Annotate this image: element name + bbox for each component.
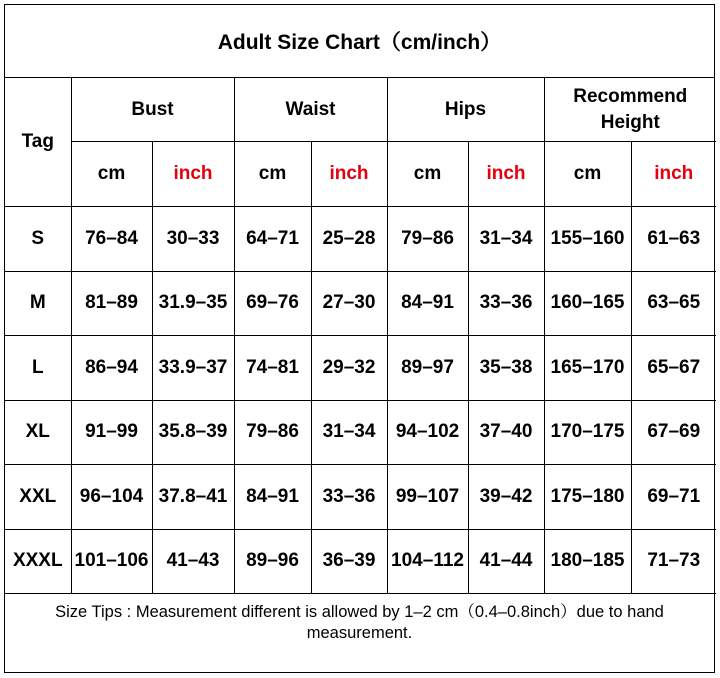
size-tag: L: [5, 336, 71, 401]
table-cell: 81–89: [71, 271, 152, 336]
group-header-hips: Hips: [387, 78, 544, 142]
unit-header-inch: inch: [631, 142, 716, 207]
table-cell: 41–44: [468, 529, 544, 594]
size-tag: XL: [5, 400, 71, 465]
tag-header: Tag: [5, 78, 71, 207]
table-cell: 84–91: [234, 465, 311, 530]
table-cell: 37–40: [468, 400, 544, 465]
table-cell: 104–112: [387, 529, 468, 594]
size-tag: XXXL: [5, 529, 71, 594]
table-cell: 71–73: [631, 529, 716, 594]
table-cell: 99–107: [387, 465, 468, 530]
table-cell: 30–33: [152, 207, 234, 272]
table-cell: 79–86: [234, 400, 311, 465]
table-cell: 89–97: [387, 336, 468, 401]
table-cell: 29–32: [311, 336, 387, 401]
group-header-recommend-height: Recommend Height: [544, 78, 716, 142]
table-cell: 36–39: [311, 529, 387, 594]
size-tag: M: [5, 271, 71, 336]
table-cell: 96–104: [71, 465, 152, 530]
unit-header-inch: inch: [311, 142, 387, 207]
table-row: [5, 400, 716, 465]
size-chart: [4, 4, 715, 673]
header-row-units: [5, 142, 716, 207]
table-cell: 63–65: [631, 271, 716, 336]
table-cell: 33.9–37: [152, 336, 234, 401]
table-cell: 170–175: [544, 400, 631, 465]
table-cell: 180–185: [544, 529, 631, 594]
table-cell: 155–160: [544, 207, 631, 272]
table-cell: 35.8–39: [152, 400, 234, 465]
unit-header-cm: cm: [387, 142, 468, 207]
table-cell: 31–34: [311, 400, 387, 465]
table-row: [5, 271, 716, 336]
unit-header-cm: cm: [234, 142, 311, 207]
table-cell: 61–63: [631, 207, 716, 272]
table-cell: 67–69: [631, 400, 716, 465]
table-cell: 89–96: [234, 529, 311, 594]
unit-header-cm: cm: [71, 142, 152, 207]
unit-header-inch: inch: [468, 142, 544, 207]
size-table: [5, 78, 716, 594]
chart-title: Adult Size Chart（cm/inch）: [5, 5, 714, 78]
size-tag: S: [5, 207, 71, 272]
table-cell: 31.9–35: [152, 271, 234, 336]
table-cell: 86–94: [71, 336, 152, 401]
table-cell: 64–71: [234, 207, 311, 272]
table-cell: 165–170: [544, 336, 631, 401]
table-cell: 37.8–41: [152, 465, 234, 530]
header-row-groups: [5, 78, 716, 142]
group-header-bust: Bust: [71, 78, 234, 142]
table-row: [5, 336, 716, 401]
table-cell: 27–30: [311, 271, 387, 336]
table-cell: 84–91: [387, 271, 468, 336]
table-cell: 79–86: [387, 207, 468, 272]
table-cell: 101–106: [71, 529, 152, 594]
table-cell: 35–38: [468, 336, 544, 401]
table-cell: 31–34: [468, 207, 544, 272]
unit-header-inch: inch: [152, 142, 234, 207]
table-cell: 25–28: [311, 207, 387, 272]
unit-header-cm: cm: [544, 142, 631, 207]
table-cell: 33–36: [311, 465, 387, 530]
table-row: [5, 529, 716, 594]
table-row: [5, 465, 716, 530]
table-cell: 69–76: [234, 271, 311, 336]
group-header-waist: Waist: [234, 78, 387, 142]
size-tips-note: Size Tips : Measurement different is allowed by 1–2 cm（0.4–0.8inch）due to hand measurement.: [55, 603, 664, 642]
table-cell: 76–84: [71, 207, 152, 272]
table-cell: 160–165: [544, 271, 631, 336]
table-cell: 94–102: [387, 400, 468, 465]
table-cell: 175–180: [544, 465, 631, 530]
table-cell: 65–67: [631, 336, 716, 401]
table-cell: 39–42: [468, 465, 544, 530]
table-cell: 33–36: [468, 271, 544, 336]
table-cell: 69–71: [631, 465, 716, 530]
table-cell: 41–43: [152, 529, 234, 594]
table-cell: 91–99: [71, 400, 152, 465]
size-tag: XXL: [5, 465, 71, 530]
table-cell: 74–81: [234, 336, 311, 401]
table-row: [5, 207, 716, 272]
